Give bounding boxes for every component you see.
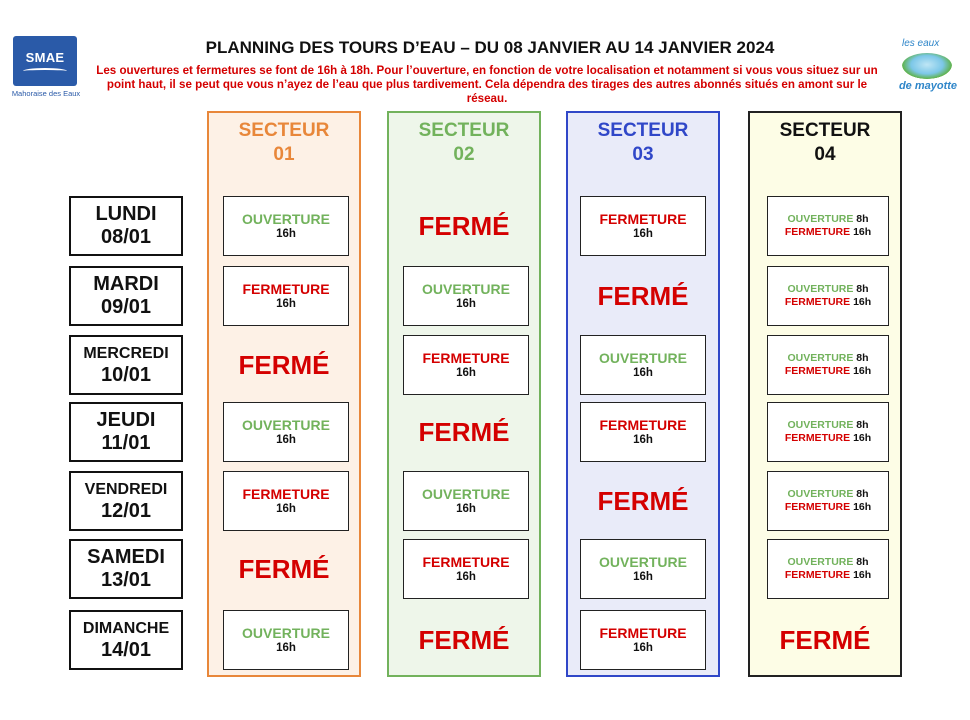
schedule-time: 16h — [633, 434, 653, 446]
closing-time: 16h — [853, 226, 872, 238]
opening-label: OUVERTURE — [787, 488, 854, 500]
schedule-cell — [223, 196, 349, 256]
schedule-time: 16h — [456, 367, 476, 379]
fermeture-label: FERMETURE — [599, 417, 687, 433]
day-date: 13/01 — [100, 569, 152, 591]
schedule-cell — [580, 196, 706, 256]
mayotte-logo-bottom: de mayotte — [898, 80, 958, 92]
closing-label: FERMETURE — [784, 365, 851, 377]
day-label — [69, 539, 183, 599]
closed-status: FERMÉ — [597, 280, 689, 311]
opening-line — [768, 283, 888, 296]
opening-label: OUVERTURE — [787, 352, 854, 364]
opening-line — [768, 213, 888, 226]
closing-time: 16h — [853, 432, 872, 444]
day-date: 08/01 — [100, 226, 152, 248]
ouverture-label: OUVERTURE — [242, 211, 330, 227]
opening-time: 8h — [856, 419, 869, 431]
opening-time: 8h — [856, 352, 869, 364]
water-drop-icon — [902, 53, 952, 79]
closing-line — [768, 569, 888, 582]
schedule-time: 16h — [456, 503, 476, 515]
closing-line — [768, 501, 888, 514]
closing-line — [768, 296, 888, 309]
opening-line — [768, 419, 888, 432]
eaux-de-mayotte-logo — [896, 36, 958, 96]
sector-number: 02 — [453, 144, 475, 165]
schedule-cell — [403, 471, 529, 531]
opening-label: OUVERTURE — [787, 419, 854, 431]
sector-02-column — [387, 111, 541, 677]
schedule-cell — [580, 402, 706, 462]
day-label — [69, 266, 183, 326]
fermeture-label: FERMETURE — [422, 350, 510, 366]
fermeture-label: FERMETURE — [599, 625, 687, 641]
opening-line — [768, 352, 888, 365]
closing-label: FERMETURE — [784, 569, 851, 581]
sector-01-column — [207, 111, 361, 677]
schedule-cell — [223, 610, 349, 670]
schedule-cell — [580, 610, 706, 670]
opening-label: OUVERTURE — [787, 213, 854, 225]
sector-label: SECTEUR — [238, 120, 330, 141]
smae-logo — [13, 36, 77, 86]
closing-time: 16h — [853, 501, 872, 513]
day-date: 14/01 — [100, 638, 152, 661]
schedule-cell — [223, 402, 349, 462]
sector-number: 04 — [814, 144, 836, 165]
smae-logo-subtitle: Mahoraise des Eaux — [11, 89, 81, 98]
opening-label: OUVERTURE — [787, 556, 854, 568]
sector-header — [209, 119, 359, 167]
schedule-cell — [403, 266, 529, 326]
schedule-time: 16h — [276, 434, 296, 446]
closed-status: FERMÉ — [779, 624, 871, 655]
closing-label: FERMETURE — [784, 226, 851, 238]
schedule-cell — [767, 402, 889, 462]
ouverture-label: OUVERTURE — [599, 350, 687, 366]
day-name: LUNDI — [95, 203, 157, 225]
opening-label: OUVERTURE — [787, 283, 854, 295]
ouverture-label: OUVERTURE — [422, 281, 510, 297]
opening-line — [768, 488, 888, 501]
schedule-time: 16h — [633, 367, 653, 379]
opening-time: 8h — [856, 213, 869, 225]
fermeture-label: FERMETURE — [422, 554, 510, 570]
page-title: PLANNING DES TOURS D’EAU – DU 08 JANVIER AU 14 JANVIER 2024 — [205, 38, 775, 57]
closing-label: FERMETURE — [784, 432, 851, 444]
sector-label: SECTEUR — [779, 120, 871, 141]
schedule-cell — [767, 539, 889, 599]
schedule-cell — [580, 539, 706, 599]
schedule-time: 16h — [633, 571, 653, 583]
schedule-cell — [580, 335, 706, 395]
schedule-cell — [223, 471, 349, 531]
schedule-time: 16h — [633, 642, 653, 654]
sector-label: SECTEUR — [597, 120, 689, 141]
closed-status: FERMÉ — [418, 416, 510, 447]
day-date: 10/01 — [100, 363, 152, 386]
sector-04-column — [748, 111, 902, 677]
day-date: 11/01 — [101, 432, 151, 454]
schedule-time: 16h — [276, 228, 296, 240]
closing-time: 16h — [853, 365, 872, 377]
schedule-cell — [403, 539, 529, 599]
wave-icon — [23, 68, 67, 74]
schedule-cell — [403, 335, 529, 395]
day-label — [69, 610, 183, 670]
schedule-time: 16h — [633, 228, 653, 240]
day-label — [69, 471, 183, 531]
smae-logo-text: SMAE — [25, 50, 65, 65]
day-name: MERCREDI — [83, 344, 169, 362]
schedule-time: 16h — [456, 571, 476, 583]
mayotte-logo-top: les eaux — [902, 38, 940, 49]
ouverture-label: OUVERTURE — [599, 554, 687, 570]
ouverture-label: OUVERTURE — [422, 486, 510, 502]
sector-header — [750, 119, 900, 167]
closed-status: FERMÉ — [238, 349, 330, 380]
closed-status: FERMÉ — [597, 485, 689, 516]
closed-status: FERMÉ — [418, 624, 510, 655]
closing-line — [768, 365, 888, 378]
day-name: VENDREDI — [84, 480, 168, 498]
ouverture-label: OUVERTURE — [242, 417, 330, 433]
schedule-cell — [767, 266, 889, 326]
sector-03-column — [566, 111, 720, 677]
schedule-time: 16h — [276, 642, 296, 654]
sector-number: 01 — [273, 144, 295, 165]
closed-status: FERMÉ — [418, 210, 510, 241]
day-label — [69, 335, 183, 395]
day-label — [69, 196, 183, 256]
opening-line — [768, 556, 888, 569]
fermeture-label: FERMETURE — [599, 211, 687, 227]
fermeture-label: FERMETURE — [242, 281, 330, 297]
schedule-time: 16h — [276, 503, 296, 515]
day-name: SAMEDI — [87, 546, 165, 568]
closing-time: 16h — [853, 569, 872, 581]
closing-label: FERMETURE — [784, 501, 851, 513]
closed-status: FERMÉ — [238, 553, 330, 584]
schedule-cell — [767, 335, 889, 395]
opening-time: 8h — [856, 488, 869, 500]
schedule-cell — [767, 196, 889, 256]
ouverture-label: OUVERTURE — [242, 625, 330, 641]
day-name: DIMANCHE — [82, 619, 170, 637]
schedule-time: 16h — [456, 298, 476, 310]
schedule-cell — [223, 266, 349, 326]
closing-label: FERMETURE — [784, 296, 851, 308]
day-name: JEUDI — [96, 409, 156, 431]
fermeture-label: FERMETURE — [242, 486, 330, 502]
closing-time: 16h — [853, 296, 872, 308]
closing-line — [768, 226, 888, 239]
schedule-time: 16h — [276, 298, 296, 310]
sector-label: SECTEUR — [418, 120, 510, 141]
day-name: MARDI — [93, 273, 159, 295]
sector-number: 03 — [632, 144, 654, 165]
sector-header — [389, 119, 539, 167]
day-date: 09/01 — [100, 296, 152, 318]
opening-time: 8h — [856, 283, 869, 295]
schedule-cell — [767, 471, 889, 531]
day-label — [69, 402, 183, 462]
sector-header — [568, 119, 718, 167]
day-date: 12/01 — [100, 499, 152, 522]
closing-line — [768, 432, 888, 445]
opening-time: 8h — [856, 556, 869, 568]
schedule-notice: Les ouvertures et fermetures se font de 16h à 18h. Pour l’ouverture, en fonction de votre localisation et notamment si vous vous situez sur un point haut, il se peut que vous n’ayez de l’eau que plus tardivement. Cela dépendra des tirages des autres abonnés situés en amont sur le réseau. — [96, 64, 878, 105]
